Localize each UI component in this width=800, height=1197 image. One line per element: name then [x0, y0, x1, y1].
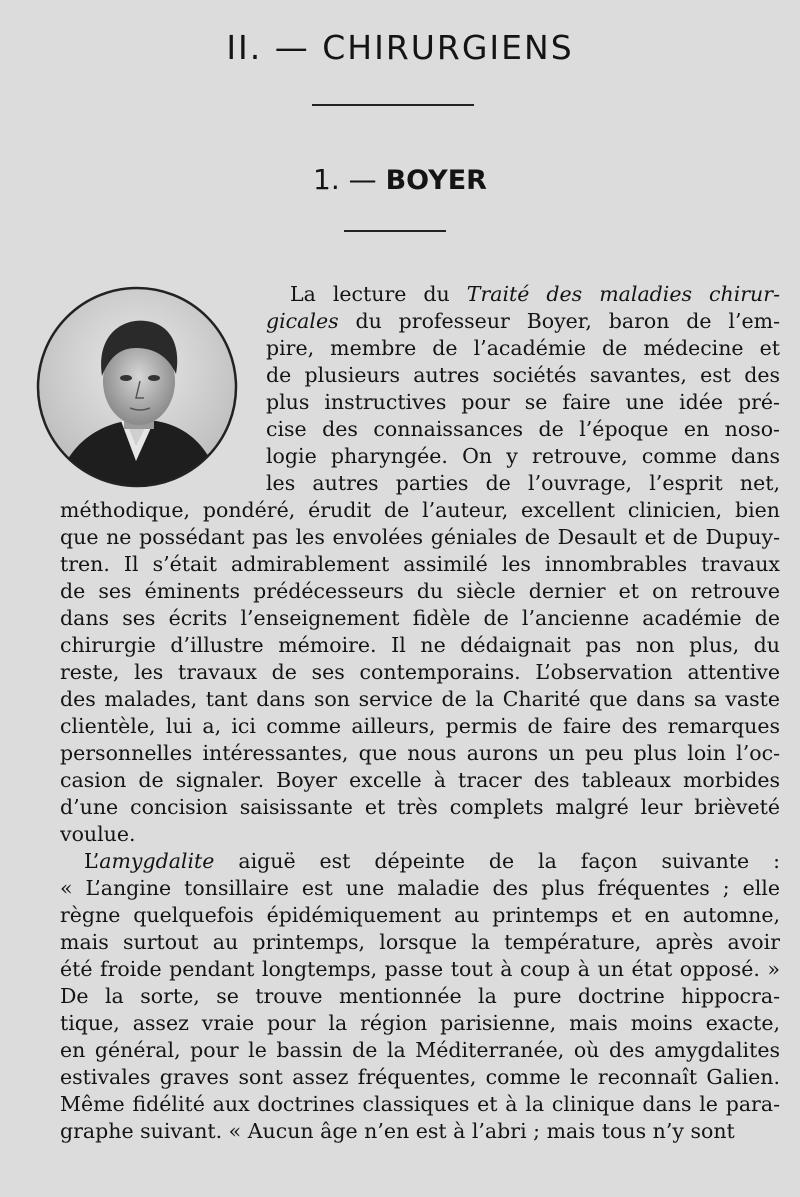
text-run: aiguë est dépeinte de la façon suivante : [214, 849, 780, 873]
text-run: été froide pendant longtemps, passe tout à coup à un état opposé. » [60, 957, 780, 981]
text-run: tren. Il s’était admirablement assimilé les innombrables travaux [60, 552, 780, 576]
text-line [60, 875, 780, 901]
text-run: Même fidélité aux doctrines classiques et à la clinique dans le para- [60, 1092, 780, 1116]
text-run: règne quelquefois épidémiquement au printemps et en automne, [60, 903, 780, 927]
chapter-title: II. — CHIRURGIENS [226, 28, 574, 67]
text-run: que ne possédant pas les envolées géniales de Desault et de Dupuy- [60, 525, 780, 549]
text-line [60, 740, 780, 766]
text-line [60, 1118, 780, 1144]
text-run: du professeur Boyer, baron de l’em- [338, 309, 780, 333]
text-line [84, 848, 780, 874]
text-run: reste, les travaux de ses contemporains. L’observation attentive [60, 660, 780, 684]
text-run: casion de signaler. Boyer excelle à tracer des tableaux morbides [60, 768, 780, 792]
text-run: les autres parties de l’ouvrage, l’esprit net, [266, 471, 780, 495]
text-line [60, 551, 780, 577]
text-run: estivales graves sont assez fréquentes, comme le reconnaît Galien. [60, 1065, 780, 1089]
text-run: d’une concision saisissante et très complets malgré leur brièveté [60, 795, 780, 819]
text-line [266, 362, 780, 388]
section-title [0, 163, 800, 196]
text-run: « L’angine tonsillaire est une maladie des plus fréquentes ; elle [60, 876, 780, 900]
text-line [266, 443, 780, 469]
text-line [266, 470, 780, 496]
text-run: de ses éminents prédécesseurs du siècle dernier et on retrouve [60, 579, 780, 603]
text-line [60, 605, 780, 631]
text-run: tique, assez vraie pour la région parisienne, mais moins exacte, [60, 1011, 780, 1035]
text-line [266, 416, 780, 442]
section-number: 1. — [313, 163, 377, 196]
text-line [266, 335, 780, 361]
text-line [60, 1010, 780, 1036]
section-name: BOYER [385, 165, 487, 196]
text-run: plus instructives pour se faire une idée pré- [266, 390, 780, 414]
text-run: dans ses écrits l’enseignement fidèle de l’ancienne académie de [60, 606, 780, 630]
text-line [266, 308, 780, 334]
text-run: cise des connaissances de l’époque en noso- [266, 417, 780, 441]
text-line [60, 713, 780, 739]
text-run: en général, pour le bassin de la Méditerranée, où des amygdalites [60, 1038, 780, 1062]
text-line [60, 821, 160, 847]
text-run: personnelles intéressantes, que nous aurons un peu plus loin l’oc- [60, 741, 780, 765]
text-line [60, 686, 780, 712]
text-line [60, 983, 780, 1009]
text-run: clientèle, lui a, ici comme ailleurs, permis de faire des remarques [60, 714, 780, 738]
text-line [60, 929, 780, 955]
text-run: La lecture du [290, 282, 467, 306]
italic-run: amygdalite [99, 849, 215, 873]
text-line [60, 632, 780, 658]
text-run: voulue. [60, 822, 136, 846]
portrait-medallion [36, 286, 238, 488]
text-run: pire, membre de l’académie de médecine et [266, 336, 780, 360]
text-run: chirurgie d’illustre mémoire. Il ne dédaignait pas non plus, du [60, 633, 780, 657]
text-line [60, 1064, 780, 1090]
text-run: L’ [84, 849, 100, 873]
text-run: méthodique, pondéré, érudit de l’auteur, excellent clinicien, bien [60, 498, 780, 522]
text-run: De la sorte, se trouve mentionnée la pure doctrine hippocra- [60, 984, 780, 1008]
italic-run: Traité des maladies chirur- [466, 282, 780, 306]
text-line [290, 281, 780, 307]
text-run: logie pharyngée. On y retrouve, comme dans [266, 444, 780, 468]
text-line [60, 497, 780, 523]
text-run: mais surtout au printemps, lorsque la température, après avoir [60, 930, 780, 954]
chapter-divider [312, 104, 474, 106]
text-line [60, 1037, 780, 1063]
text-line [60, 578, 780, 604]
text-line [60, 956, 780, 982]
text-line [60, 767, 780, 793]
text-line [266, 389, 780, 415]
text-line [60, 1091, 780, 1117]
text-run: de plusieurs autres sociétés savantes, est des [266, 363, 780, 387]
text-line [60, 902, 780, 928]
text-run: graphe suivant. « Aucun âge n’en est à l’abri ; mais tous n’y sont [60, 1119, 735, 1143]
text-run: des malades, tant dans son service de la Charité que dans sa vaste [60, 687, 780, 711]
text-line [60, 524, 780, 550]
text-line [60, 794, 780, 820]
italic-run: gicales [266, 309, 339, 333]
section-divider [344, 230, 446, 232]
text-line [60, 659, 780, 685]
